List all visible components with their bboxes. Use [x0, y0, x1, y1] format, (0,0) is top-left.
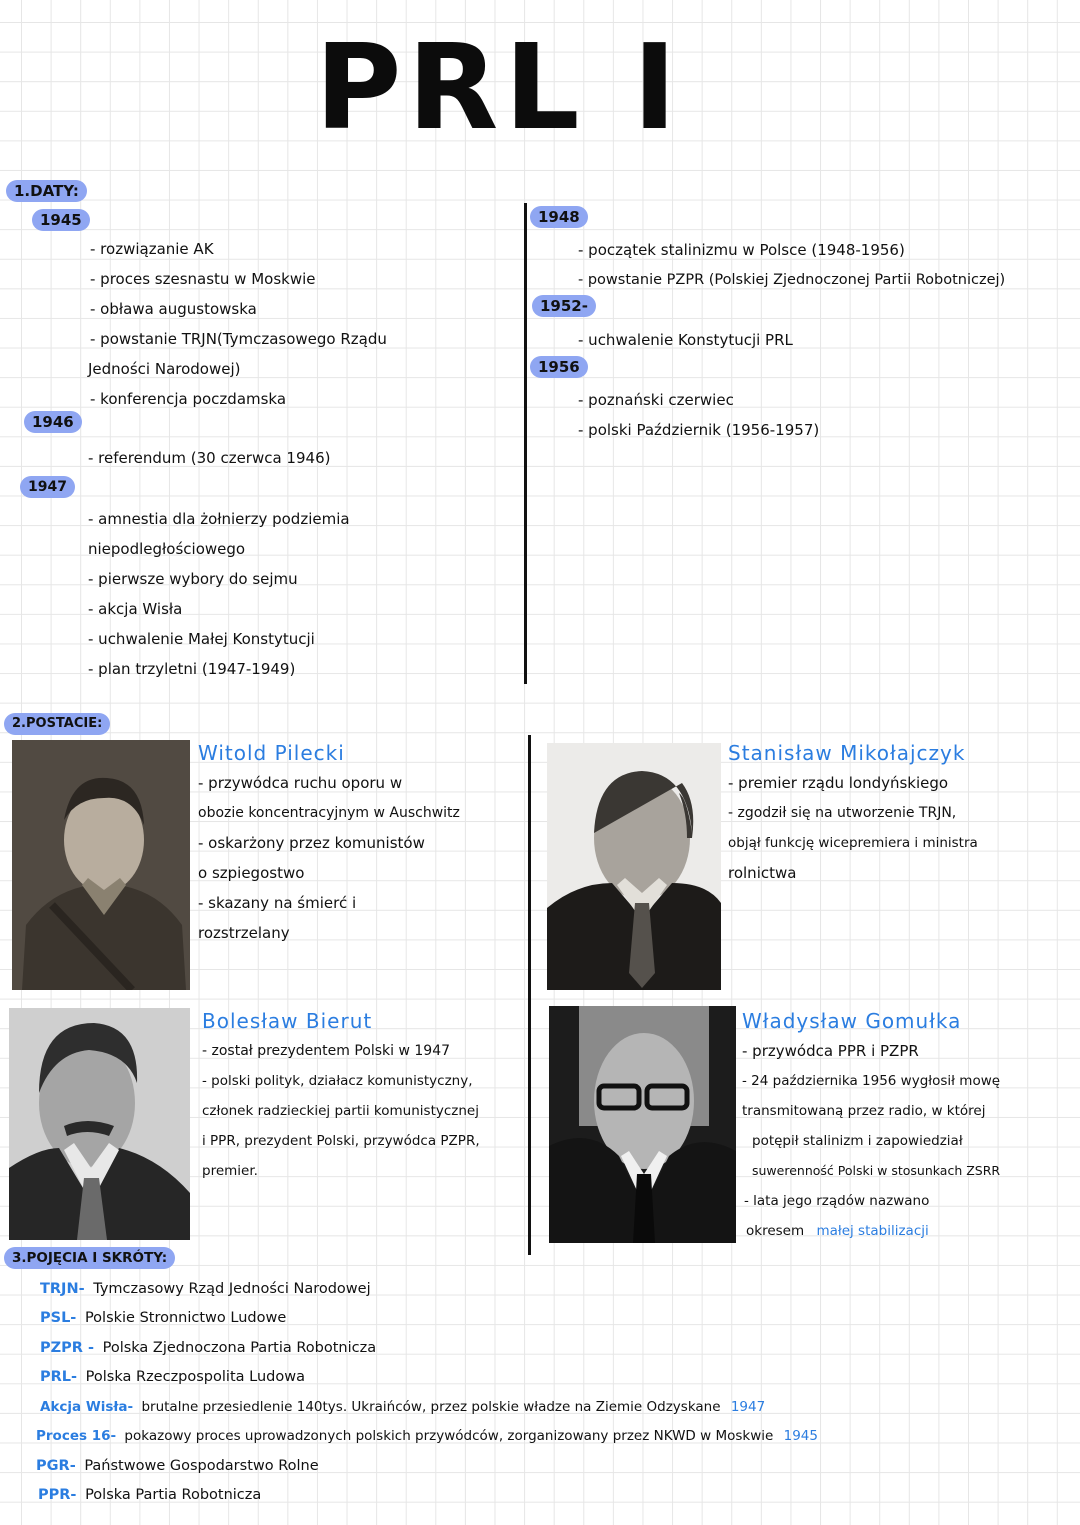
- term-key: Akcja Wisła-: [40, 1399, 134, 1415]
- person-line-last: [742, 1216, 1000, 1246]
- term-value: pokazowy proces uprowadzonych polskich przywódców, zorganizowany przez NKWD w Moskwie: [124, 1428, 774, 1444]
- list-item: - powstanie PZPR (Polskiej Zjednoczonej Partii Robotniczej): [578, 272, 1006, 288]
- term-key: PSL-: [40, 1310, 77, 1326]
- list-item: - proces szesnastu w Moskwie: [90, 270, 316, 288]
- person-line: rolnictwa: [728, 864, 797, 882]
- portrait-pilecki: [12, 740, 190, 990]
- section-label-dates: 1.DATY:: [6, 180, 87, 202]
- portrait-pilecki-icon: [12, 740, 190, 990]
- year-badge-1946: 1946: [24, 411, 82, 433]
- term-value: Polska Partia Robotnicza: [85, 1487, 262, 1503]
- year-1946-list: [88, 443, 330, 473]
- list-item: - polski Październik (1956-1957): [578, 421, 820, 439]
- person-name: Witold Pilecki: [198, 741, 345, 765]
- person-line: potępił stalinizm i zapowiedział: [752, 1133, 963, 1149]
- year-1945-list: [88, 234, 387, 414]
- list-item: - uchwalenie Konstytucji PRL: [578, 331, 793, 349]
- portrait-mikolajczyk-icon: [547, 743, 721, 990]
- person-line-prefix: okresem: [746, 1223, 805, 1239]
- person-line: - premier rządu londyńskiego: [728, 774, 949, 792]
- person-line: - zgodził się na utworzenie TRJN,: [728, 805, 957, 821]
- list-item: - konferencja poczdamska: [90, 390, 287, 408]
- person-line: i PPR, prezydent Polski, przywódca PZPR,: [202, 1133, 480, 1149]
- term-key: PZPR -: [40, 1340, 94, 1356]
- person-line: członek radzieckiej partii komunistycznej: [202, 1103, 479, 1119]
- person-card-mikolajczyk: [728, 738, 978, 888]
- list-item: - uchwalenie Małej Konstytucji: [88, 630, 315, 648]
- term-year: 1947: [730, 1399, 766, 1415]
- person-name: Bolesław Bierut: [202, 1009, 373, 1033]
- list-item: - obława augustowska: [90, 300, 257, 318]
- person-line: - lata jego rządów nazwano: [744, 1193, 930, 1209]
- person-line: - skazany na śmierć i: [198, 894, 357, 912]
- person-line: - polski polityk, działacz komunistyczny,: [202, 1073, 473, 1089]
- person-line: - przywódca ruchu oporu w: [198, 774, 403, 792]
- person-line: transmitowaną przez radio, w której: [742, 1103, 986, 1119]
- portrait-gomulka-icon: [549, 1006, 736, 1243]
- list-item: - pierwsze wybory do sejmu: [88, 570, 298, 588]
- list-item: - akcja Wisła: [88, 600, 183, 618]
- list-item: - poznański czerwiec: [578, 391, 734, 409]
- list-item: - amnestia dla żołnierzy podziemia: [88, 510, 350, 528]
- person-card-pilecki: [198, 738, 460, 948]
- list-item: Jedności Narodowej): [88, 360, 241, 378]
- year-badge-1952: 1952-: [532, 295, 596, 317]
- person-name: Władysław Gomułka: [742, 1009, 962, 1033]
- list-item: niepodległościowego: [88, 540, 246, 558]
- term-key: Proces 16-: [36, 1428, 117, 1444]
- term-row: [40, 1393, 765, 1422]
- term-year: 1945: [783, 1428, 818, 1444]
- term-row: [38, 1481, 261, 1510]
- term-row: [40, 1304, 286, 1333]
- portrait-bierut-icon: [9, 1008, 190, 1240]
- column-divider-figures: [528, 735, 531, 1255]
- person-line: - 24 października 1956 wygłosił mowę: [742, 1073, 1001, 1089]
- term-key: PRL-: [40, 1369, 78, 1385]
- list-item: - referendum (30 czerwca 1946): [88, 449, 331, 467]
- person-line: obozie koncentracyjnym w Auschwitz: [198, 805, 460, 821]
- term-value: Tymczasowy Rząd Jedności Narodowej: [93, 1281, 371, 1297]
- portrait-bierut: [9, 1008, 190, 1240]
- list-item: - początek stalinizmu w Polsce (1948-1956): [578, 241, 905, 259]
- term-value: Polskie Stronnictwo Ludowe: [84, 1310, 287, 1326]
- year-badge-1956: 1956: [530, 356, 588, 378]
- person-line: - przywódca PPR i PZPR: [742, 1042, 919, 1060]
- person-name: Stanisław Mikołajczyk: [728, 741, 966, 765]
- year-badge-1945: 1945: [32, 209, 90, 231]
- term-key: PPR-: [38, 1487, 77, 1503]
- term-row: [36, 1422, 818, 1451]
- year-1948-list: [578, 235, 1005, 295]
- page-title: PRL I: [315, 18, 683, 156]
- year-1947-list: [88, 504, 350, 684]
- person-line: objął funkcję wicepremiera i ministra: [728, 835, 978, 851]
- list-item: - rozwiązanie AK: [90, 240, 214, 258]
- person-line: o szpiegostwo: [198, 864, 305, 882]
- person-card-gomulka: [742, 1006, 1000, 1246]
- section-label-terms: 3.POJĘCIA I SKRÓTY:: [4, 1247, 175, 1269]
- year-badge-1947: 1947: [20, 476, 75, 498]
- year-badge-1948: 1948: [530, 206, 588, 228]
- year-1952-list: [578, 325, 793, 355]
- term-value: Państwowe Gospodarstwo Rolne: [84, 1458, 319, 1474]
- year-1956-list: [578, 385, 819, 445]
- person-card-bierut: [202, 1006, 480, 1186]
- person-line: premier.: [202, 1163, 258, 1179]
- column-divider-dates: [524, 203, 527, 684]
- term-key: PGR-: [36, 1458, 76, 1474]
- term-row: [40, 1334, 376, 1363]
- term-value: brutalne przesiedlenie 140tys. Ukraińców, przez polskie władze na Ziemie Odzyskane: [141, 1399, 721, 1415]
- person-line: - został prezydentem Polski w 1947: [202, 1043, 451, 1059]
- term-value: Polska Zjednoczona Partia Robotnicza: [102, 1340, 377, 1356]
- section-label-figures: 2.POSTACIE:: [4, 713, 110, 735]
- term-row: [40, 1363, 305, 1392]
- portrait-gomulka: [549, 1006, 736, 1243]
- highlight-term: małej stabilizacji: [816, 1223, 929, 1239]
- list-item: - plan trzyletni (1947-1949): [88, 660, 296, 678]
- person-line: suwerenność Polski w stosunkach ZSRR: [752, 1163, 1001, 1178]
- portrait-mikolajczyk: [547, 743, 721, 990]
- person-line: rozstrzelany: [198, 924, 290, 942]
- term-value: Polska Rzeczpospolita Ludowa: [85, 1369, 305, 1385]
- term-row: [40, 1275, 371, 1304]
- term-row: [36, 1452, 319, 1481]
- term-key: TRJN-: [40, 1281, 85, 1297]
- person-line: - oskarżony przez komunistów: [198, 834, 425, 852]
- list-item: - powstanie TRJN(Tymczasowego Rządu: [90, 330, 387, 348]
